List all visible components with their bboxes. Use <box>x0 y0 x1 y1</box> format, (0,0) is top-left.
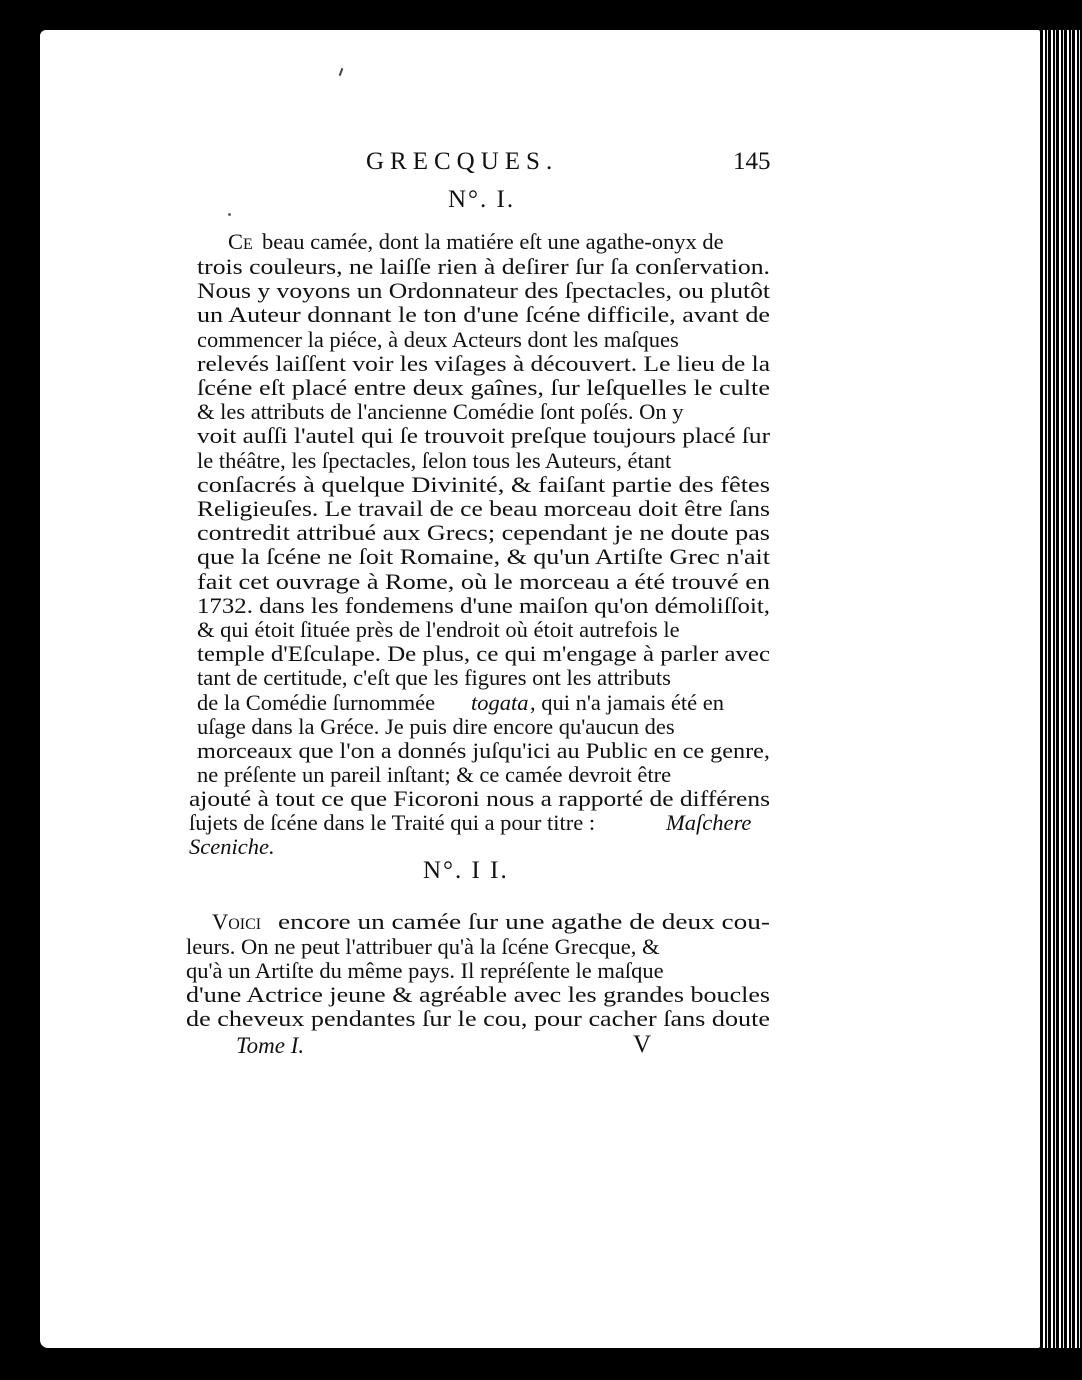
line-text: le théâtre, les ſpectacles, ſelon tous les Auteurs, étant <box>197 448 672 473</box>
line-text: 1732. dans les fondemens d'une maiſon qu'on démoliſſoit, <box>197 593 770 618</box>
line-text: encore un camée ſur une agathe de deux cou- <box>278 909 771 934</box>
line-text: fait cet ouvrage à Rome, où le morceau a été trouvé en <box>197 569 770 594</box>
line-text: de la Comédie ſurnommée <box>197 690 436 715</box>
line-text: leurs. On ne peut l'attribuer qu'à la ſcéne Grecque, & <box>186 934 660 959</box>
line-text: que la ſcéne ne ſoit Romaine, & qu'un Artiſte Grec n'ait <box>197 544 770 569</box>
line-text: contredit attribué aux Grecs; cependant je ne doute pas <box>197 520 770 545</box>
line-text: ſcéne eſt placé entre deux gaînes, ſur leſquelles le culte <box>197 375 770 400</box>
line-text: beau camée, dont la matiére eſt une agathe-onyx de <box>262 229 724 254</box>
line-text: commencer la piéce, à deux Acteurs dont les maſques <box>197 327 679 352</box>
line-text: relevés laiſſent voir les viſages à découvert. Le lieu de la <box>197 351 770 376</box>
line-text: de cheveux pendantes ſur le cou, pour cacher ſans doute <box>186 1006 771 1031</box>
line-text: qu'à un Artiſte du même pays. Il repréſente le maſque <box>186 958 664 983</box>
first-word: Ce <box>228 229 253 254</box>
line-text: Religieuſes. Le travail de ce beau morceau doit être ſans <box>197 496 770 521</box>
italic-title: Sceniche. <box>189 834 275 859</box>
section-heading-2: N°. I I. <box>423 857 509 884</box>
page-number: 145 <box>733 148 771 175</box>
line-text: temple d'Eſculape. De plus, ce qui m'engage à parler avec <box>197 641 770 666</box>
first-word: Voici <box>212 909 262 934</box>
italic-term: togata <box>471 690 529 715</box>
line-text: ne préſente un pareil inſtant; & ce camée devroit être <box>197 762 672 787</box>
gathering-mark: V <box>633 1031 652 1058</box>
line-text: conſacrés à quelque Divinité, & faiſant partie des fêtes <box>197 472 770 497</box>
line-text: uſage dans la Gréce. Je puis dire encore qu'aucun des <box>197 714 675 739</box>
line-text: ſujets de ſcéne dans le Traité qui a pour titre : <box>189 810 596 835</box>
line-text: trois couleurs, ne laiſſe rien à deſirer ſur ſa conſervation. <box>197 254 770 279</box>
italic-title: Maſchere <box>666 810 752 835</box>
line-text: morceaux que l'on a donnés juſqu'ici au Public en ce genre, <box>197 738 770 763</box>
running-title: GRECQUES. <box>366 148 559 175</box>
page-edge-scan-artifact <box>1040 30 1082 1348</box>
stray-ink-dot <box>228 213 231 216</box>
line-text: ajouté à tout ce que Ficoroni nous a rapporté de différens <box>189 786 771 811</box>
line-text: un Auteur donnant le ton d'une ſcéne difficile, avant de <box>197 302 770 327</box>
footer-signature: Tome I. <box>236 1033 305 1058</box>
line-text: Nous y voyons un Ordonnateur des ſpectacles, ou plutôt <box>197 278 770 303</box>
line-text: , qui n'a jamais été en <box>530 690 724 715</box>
line-text: & qui étoit ſituée près de l'endroit où étoit autrefois le <box>197 617 680 642</box>
line-text: voit auſſi l'autel qui ſe trouvoit preſque toujours placé ſur <box>197 423 771 448</box>
line-text: d'une Actrice jeune & agréable avec les grandes boucles <box>186 982 771 1007</box>
line-text: & les attributs de l'ancienne Comédie ſont poſés. On y <box>197 399 684 424</box>
section-heading-1: N°. I. <box>448 186 516 213</box>
line-text: tant de certitude, c'eſt que les figures ont les attributs <box>197 665 671 690</box>
